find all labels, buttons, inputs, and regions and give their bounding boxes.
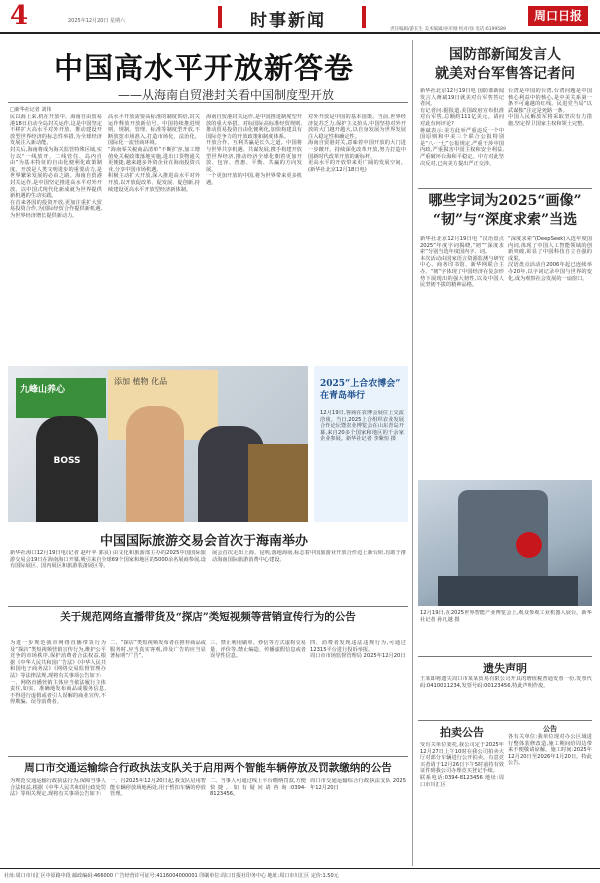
paragraph: 开放合作、互利共赢是长久之道。中国将与世界共享机遇、共谋发展,携手构建开放型世界经济,推动经济全球化朝着更加开放、包容、普惠、平衡、共赢的方向发展。	[206, 140, 302, 173]
words-column-2	[508, 236, 592, 476]
livestream-column-4	[310, 640, 406, 752]
defense-column-2	[508, 88, 592, 184]
paragraph: 新华社北京12月19日电 国防部新闻发言人蒋斌19日就美对台军售答记者问。	[420, 88, 504, 108]
robot-base	[438, 576, 578, 606]
photo-caption-text: 12月19日,客商在农博会展位上交流洽谈。当日,2025上合组织农业发展合作论坛暨农业博览会在山东青岛开幕,来自20多个国家和地区的千余家企业参展。新华社记者 李紫恒 摄	[320, 410, 404, 443]
expo-photo	[8, 366, 308, 522]
headline-line: 哪些字词为2025“画像”	[428, 193, 582, 209]
section-bar-left	[218, 6, 222, 28]
photo-person-left	[36, 416, 98, 522]
lead-column-2	[108, 114, 200, 360]
newspaper-logo: 周口日报	[528, 6, 588, 26]
notice-title: 公告	[543, 725, 557, 733]
livestream-column-2	[110, 640, 206, 752]
paragraph: 台湾是中国的台湾,台湾问题是中国核心利益中的核心,是中美关系第一条不可逾越的红线。民进党当局“以武谋独”注定是死路一条。	[508, 88, 592, 114]
defense-headline	[418, 46, 592, 84]
paragraph: 二、“探店”类短视频发布者在推荐商品或服务时,应当真实客观,涉及广告的应当显著标明“广告”。	[110, 640, 206, 660]
lead-column-4	[308, 114, 406, 360]
sign-text: 添加 植物 化品	[114, 377, 168, 386]
paragraph: 有记者问:据报道,美国政府宣布批准对台军售,总额约111亿美元。请问对此有何评论?	[420, 107, 504, 127]
lead-headline: 中国高水平开放新答卷	[53, 51, 354, 85]
paragraph: 在首来各国的投资开放,更加注重扩大贸易投资合作,为国际经贸合作提供新机遇,为世界经济增长提供新动力。	[10, 199, 102, 219]
paragraph: 新华社北京12月19日电 “汉语盘点2025”年度字词揭晓,“韧”“深度求索”分别当选年度国内字、词。	[420, 236, 504, 256]
tourism-column-1: 新华社海口12月19日电(记者 赵叶苹 郭良) 由文化和旅游部主办的2025中国国际旅游交易会19日在海南海口开幕,吸引来自全球69个国家和地区的5000余名展商参展,设有国际展区、国内展区和旅游装备展区等。	[10, 550, 206, 570]
auction-body	[420, 742, 504, 860]
page-number: 4	[10, 1, 29, 31]
robot-photo	[418, 480, 592, 606]
divider	[8, 606, 408, 607]
photo-person-center	[126, 406, 184, 522]
bottom-column-2: 一、自2025年12月20日起,我支队启用智能车辆停放场地两处,用于暂扣车辆的停放管理。	[110, 778, 206, 798]
paragraph: 海南自贸港封关,意味着中国开放的大门进一步敞开。持续深化改革开放,努力打造中国新时代改革开放的新标杆。	[308, 140, 406, 160]
paragraph: “深度求索”(DeepSeek)入选年度国内词,体现了中国人工智能领域的创新突破,彰显了中国科技自立自强的成果。	[508, 236, 592, 262]
paragraph: 受有关单位委托,我公司定于2025年12月27日上午10时在我公司拍卖大厅对部分车辆进行公开拍卖。有意竞买者请于12月26日下午5时前持有效证件到我公司办理竞买登记手续。	[420, 742, 504, 775]
auction-title: 拍卖公告	[440, 726, 484, 739]
robot-joint	[516, 532, 542, 558]
editor-line: 责任编辑/游长生 美术编辑/孙军刚 校对/徐 电话:6199589	[390, 27, 506, 32]
page-header	[0, 0, 600, 34]
tourism-headline: 中国国际旅游交易会首次于海南举办	[99, 534, 308, 549]
section-title: 时事新闻	[250, 11, 326, 31]
bottom-column-1: 为规范交通运输行政执法行为,保障当事人合法权益,根据《中华人民共和国行政处罚法》等相关规定,现将有关事项公告如下:	[10, 778, 106, 798]
photo-sign-green	[16, 378, 106, 418]
bottom-column-4: 周口市交通运输综合行政执法支队 2025年12月20日	[310, 778, 406, 791]
divider	[8, 756, 408, 757]
headline-line: “韧”与“深度求索”当选	[432, 212, 578, 228]
divider	[418, 188, 592, 189]
paragraph: 汉语盘点活动自2006年起已连续举办20年,以字词记录中国与世界的变化,成为观察社会发展的一扇窗口。	[508, 262, 592, 282]
photo-shelf	[248, 444, 308, 522]
paragraph: 封关后,海南将成为海关监管特殊区域,实行以“一线放开、二线管住、岛内自由”为基本特征的自由化便利化政策制度。开放是人类文明进步的重要动力,是世界繁荣发展的必由之路。海南自贸港封关运作,是中国坚定推进高水平对外开放、以中国式现代化新成就为世界提供新机遇的生动实践。	[10, 146, 102, 200]
paragraph: 一、网络直播营销主体应当依法履行主体责任,如实、准确地发布商品或服务信息,不得进行虚假或者引人误解的商业宣传,不得欺骗、误导消费者。	[10, 679, 106, 706]
divider	[8, 102, 408, 103]
bottom-column-3: 二、当事人可通过线上平台缴纳罚款,方便快捷。如有疑问请咨询:0394-8123456。	[210, 778, 306, 798]
livestream-column-1	[10, 640, 106, 752]
robot-caption: 12月19日,在2025世界智能产业博览会上,观众参观工业机器人展台。新华社记者 孙凡越 摄	[420, 610, 592, 623]
paragraph: 本次活动由国家语言资源监测与研究中心、商务印书馆、新华网联合主办。“韧”字体现了中国经济在复杂形势下展现出的强大韧性,以及中国人民坚韧不拔的精神品格。	[420, 255, 504, 289]
caption-line: 2025“上合农博会”	[320, 379, 401, 389]
paragraph: 蒋斌表示:美方此举严重违反一个中国原则和中美三个联合公报特别是“八·一七”公报规定,严重干涉中国内政,严重损害中国主权和安全利益,严重破坏台海和平稳定。中方对此坚决反对,已向美方提出严正交涉。	[420, 127, 504, 167]
photo-caption-title	[320, 378, 404, 402]
lost-notice-body: 王某即将遗失周口市某某贸易有限公司开具的增值税普通发票一份,发票代码:0410011234,发票号码:00123456,特此声明作废。	[420, 676, 592, 689]
defense-column-1	[420, 88, 504, 184]
column-divider	[412, 40, 413, 866]
words-column-1	[420, 236, 504, 476]
section-bar-right	[362, 6, 366, 28]
paragraph: 海南自贸港封关运作,是中国推进制度型开放的重大举措。对标国际高标准经贸规则,推动贸易投资自由化便利化,加快构建具有国际竞争力的开放政策和制度体系。	[206, 114, 302, 140]
words-headline	[418, 192, 592, 230]
lead-column-1	[10, 114, 102, 360]
paragraph: 三、禁止利用刷单、炒信等方式虚构交易量、评价等,禁止编造、传播虚假信息或者误导性信息。	[210, 640, 306, 660]
paragraph: 各有关单位:我单位现对办公区域进行整体装修改造,施工期间给周边带来不便敬请谅解。施工时间:2025年12月20日至2026年1月20日。特此公告。	[508, 734, 592, 767]
shirt-text: BOSS	[53, 456, 81, 466]
caption-line: 在青岛举行	[320, 391, 366, 401]
paragraph: 联系电话:0394-8123456 地址:周口市川汇区	[420, 774, 504, 788]
issue-date: 2025年12月20日 星期六	[68, 18, 126, 24]
paragraph: 高水平开放需要高标准的制度供给,封关运作释放开放新信号。中国持续推进规则、规制、管理、标准等制度型开放,不断放宽市场准入,打造市场化、法治化、国际化一流营商环境。	[108, 114, 200, 147]
paragraph: 对外开放是中国的基本国策。当前,世界经济复苏乏力,保护主义抬头,中国坚持对外开放的大门越开越大,以自身发展为世界发展注入稳定性和确定性。	[308, 114, 406, 140]
livestream-headline: 关于规范网络直播带货及“探店”类短视频等营销宣传行为的公告	[60, 611, 356, 623]
lead-subtitle: ——从海南自贸港封关看中国制度型开放	[118, 88, 335, 102]
lead-byline: □新华社记者 刘伟	[10, 107, 52, 113]
paragraph: 民以海上来,机在开放中。海南自由贸易港18日启动全岛封关运作,这是中国坚定不移扩大高水平对外开放、推动建设开放型世界经济的标志性举措,为全球经济发展注入新动能。	[10, 114, 102, 147]
lead-column-3	[206, 114, 302, 360]
divider	[418, 720, 592, 721]
paragraph: 更高水平的开放带来更广阔的发展空间。(新华社北京12月18日电)	[308, 160, 406, 173]
paragraph: 一个更加开放的中国,将为世界带来更多机遇。	[206, 173, 302, 186]
paragraph: 周口市市场监督管理局 2025年12月20日	[310, 653, 406, 660]
public-notice	[508, 724, 592, 860]
paragraph: “海南零关税商品清单”不断扩容,加工增值免关税政策落地实施,进出口货物通关更便捷,越来越多外资企业在海南投资兴业,分享中国市场机遇。	[108, 146, 200, 173]
livestream-column-3	[210, 640, 306, 752]
headline-line: 就美对台军售答记者问	[435, 66, 575, 82]
lost-notice-title: 遗失声明	[483, 662, 527, 675]
paragraph: 为进一步规范我市网络直播带货行为及“探店”类短视频营销宣传行为,维护公平竞争的市场秩序,保护消费者合法权益,根据《中华人民共和国广告法》《中华人民共和国电子商务法》《网络交易监督管理办法》等法律法规,现将有关事项公告如下:	[10, 640, 106, 679]
paragraph: 中国人民解放军将采取坚决有力措施,坚定捍卫国家主权和领土完整。	[508, 114, 592, 127]
bottom-headline: 周口市交通运输综合行政执法支队关于启用两个智能车辆停放及罚款缴纳的公告	[24, 762, 392, 774]
paragraph: 积极主动扩大开放,深入推进高水平对外开放,以开放促改革、促发展、促创新,持续建设更高水平开放型经济新体制。	[108, 173, 200, 193]
sign-text: 九峰山养心	[20, 385, 66, 395]
tourism-column-2: 展会首次走出上海、昆明,落地海南,标志着中国旅游业开放合作迈上新台阶,有助于推动海南国际旅游消费中心建设。	[212, 550, 406, 563]
paragraph: 四、消费者发现违法违规行为,可通过12315平台进行投诉举报。	[310, 640, 406, 653]
headline-line: 国防部新闻发言人	[449, 47, 561, 63]
divider	[418, 656, 592, 657]
page-footer: 社址:周口市川汇区中原路中段 邮政编码:466000 广告经营许可证号:4116004000001 印刷单位:周口日报社印务中心 地址:周口市川汇区 定价:1.50元	[0, 868, 600, 883]
